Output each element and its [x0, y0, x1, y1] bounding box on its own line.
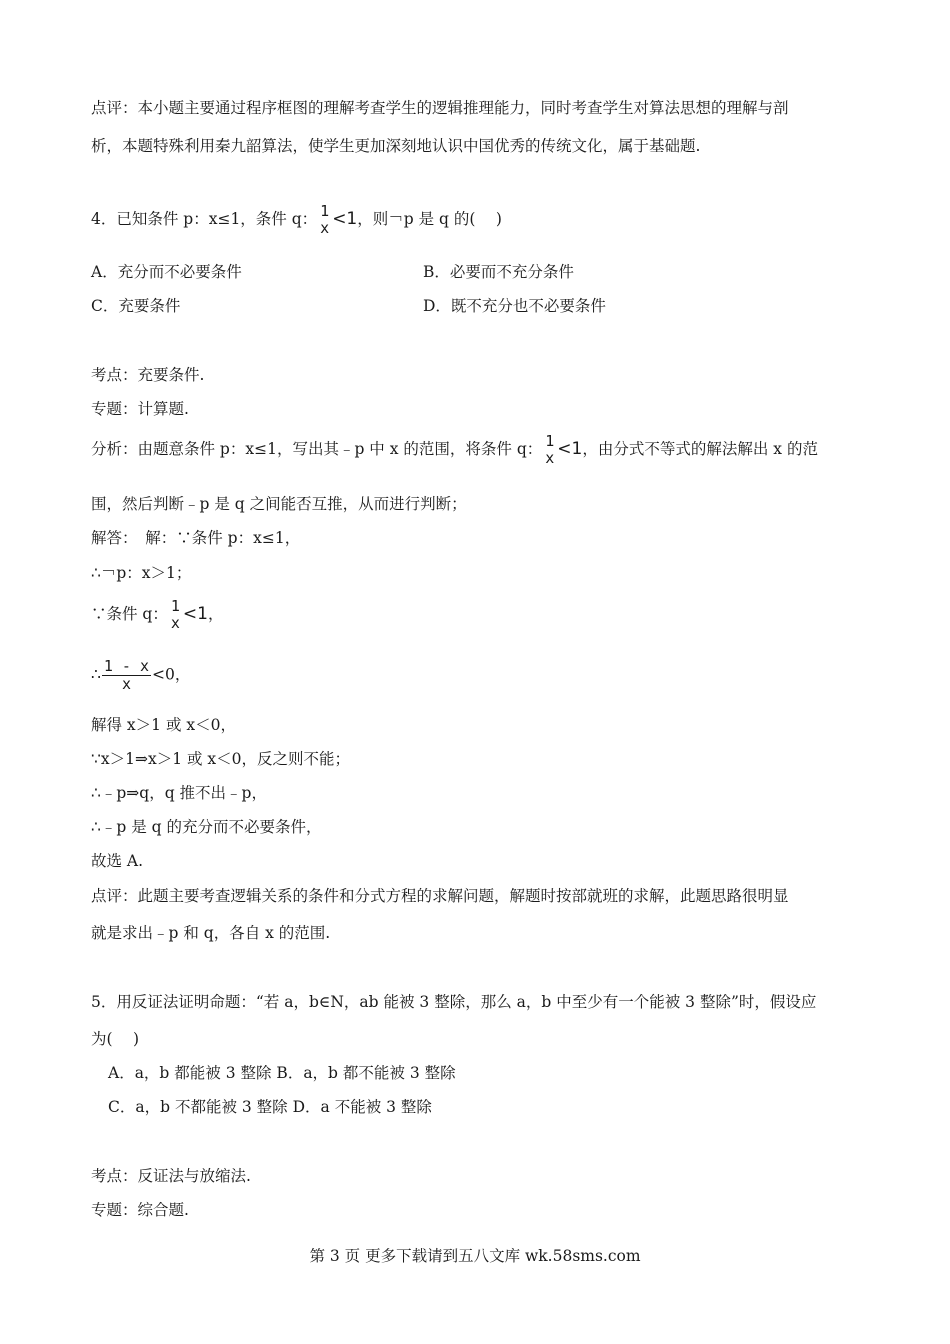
q4-option-a: A．充分而不必要条件: [91, 263, 242, 281]
q4-step6: ∴﹣p⇒q，q 推不出﹣p，: [91, 784, 267, 802]
q4-analysis-line2: 围，然后判断﹣p 是 q 之间能否互推，从而进行判断；: [91, 495, 467, 513]
q4-step3: [91, 658, 190, 693]
q4-kaodian: 考点：充要条件.: [91, 366, 205, 384]
step2-text: ∵条件 q：: [91, 605, 168, 623]
q4-step5: ∵x＞1⇒x＞1 或 x＜0，反之则不能；: [91, 750, 351, 768]
q4-analysis-line1: [91, 433, 818, 467]
q4-stem-tail: ，则￢p 是 q 的( ): [357, 210, 502, 228]
q5-stem-line2: 为( ): [91, 1030, 140, 1048]
step2-fraction: [169, 598, 182, 632]
q4-stem: [91, 203, 502, 237]
fraction-denominator: x: [320, 219, 330, 237]
fraction-numerator: 1: [170, 597, 180, 615]
prev-comment-line1: 点评：本小题主要通过程序框图的理解考查学生的逻辑推理能力，同时考查学生对算法思想的理解与剖: [91, 99, 789, 117]
fraction-numerator: 1 - x: [103, 657, 150, 675]
q4-comment-line2: 就是求出﹣p 和 q，各自 x 的范围.: [91, 924, 331, 942]
q4-step7: ∴﹣p 是 q 的充分而不必要条件，: [91, 818, 322, 836]
less-than-one: <1: [557, 439, 583, 459]
q4-option-d: D．既不充分也不必要条件: [423, 297, 606, 315]
q4-step2: [91, 598, 223, 632]
q4-step8: 故选 A.: [91, 852, 144, 870]
fraction-denominator: x: [545, 449, 555, 467]
q4-stem-text: 4．已知条件 p：x≤1，条件 q：: [91, 210, 318, 228]
fraction-numerator: 1: [545, 432, 555, 450]
step2-tail: ，: [207, 605, 224, 623]
q4-option-c: C．充要条件: [91, 297, 181, 315]
analysis-tail: ，由分式不等式的解法解出 x 的范: [582, 440, 818, 458]
q4-fraction: [318, 203, 331, 237]
step3-fraction: [102, 658, 151, 693]
q5-options-ab: A．a，b 都能被 3 整除 B．a，b 都不能被 3 整除: [108, 1064, 456, 1082]
q4-solution-start: 解答： 解：∵条件 p：x≤1，: [91, 529, 301, 547]
less-than-one: <1: [332, 209, 358, 229]
step3-text: ∴: [91, 665, 101, 684]
fraction-denominator: x: [121, 675, 131, 693]
less-than-one: <1: [182, 604, 208, 624]
q4-step4: 解得 x＞1 或 x＜0，: [91, 716, 236, 734]
q4-option-b: B．必要而不充分条件: [423, 263, 574, 281]
q5-kaodian: 考点：反证法与放缩法.: [91, 1167, 251, 1185]
q5-options-cd: C．a，b 不都能被 3 整除 D．a 不能被 3 整除: [108, 1098, 432, 1116]
analysis-text: 分析：由题意条件 p：x≤1，写出其﹣p 中 x 的范围，将条件 q：: [91, 440, 543, 458]
q5-zhuanti: 专题：综合题.: [91, 1201, 189, 1219]
q4-zhuanti: 专题：计算题.: [91, 400, 189, 418]
page-footer: 第 3 页 更多下载请到五八文库 wk.58sms.com: [309, 1247, 641, 1265]
q4-comment-line1: 点评：此题主要考查逻辑关系的条件和分式方程的求解问题，解题时按部就班的求解，此题思路很明显: [91, 887, 789, 905]
q4-step1: ∴￢p：x＞1；: [91, 564, 192, 582]
q5-stem-line1: 5．用反证法证明命题：“若 a，b∈N，ab 能被 3 整除，那么 a，b 中至少有一个能被 3 整除”时，假设应: [91, 993, 817, 1011]
prev-comment-line2: 析，本题特殊利用秦九韶算法，使学生更加深刻地认识中国优秀的传统文化，属于基础题.: [91, 137, 701, 155]
step3-tail: <0，: [152, 665, 191, 684]
fraction-denominator: x: [170, 614, 180, 632]
analysis-fraction: [543, 433, 556, 467]
fraction-numerator: 1: [320, 202, 330, 220]
